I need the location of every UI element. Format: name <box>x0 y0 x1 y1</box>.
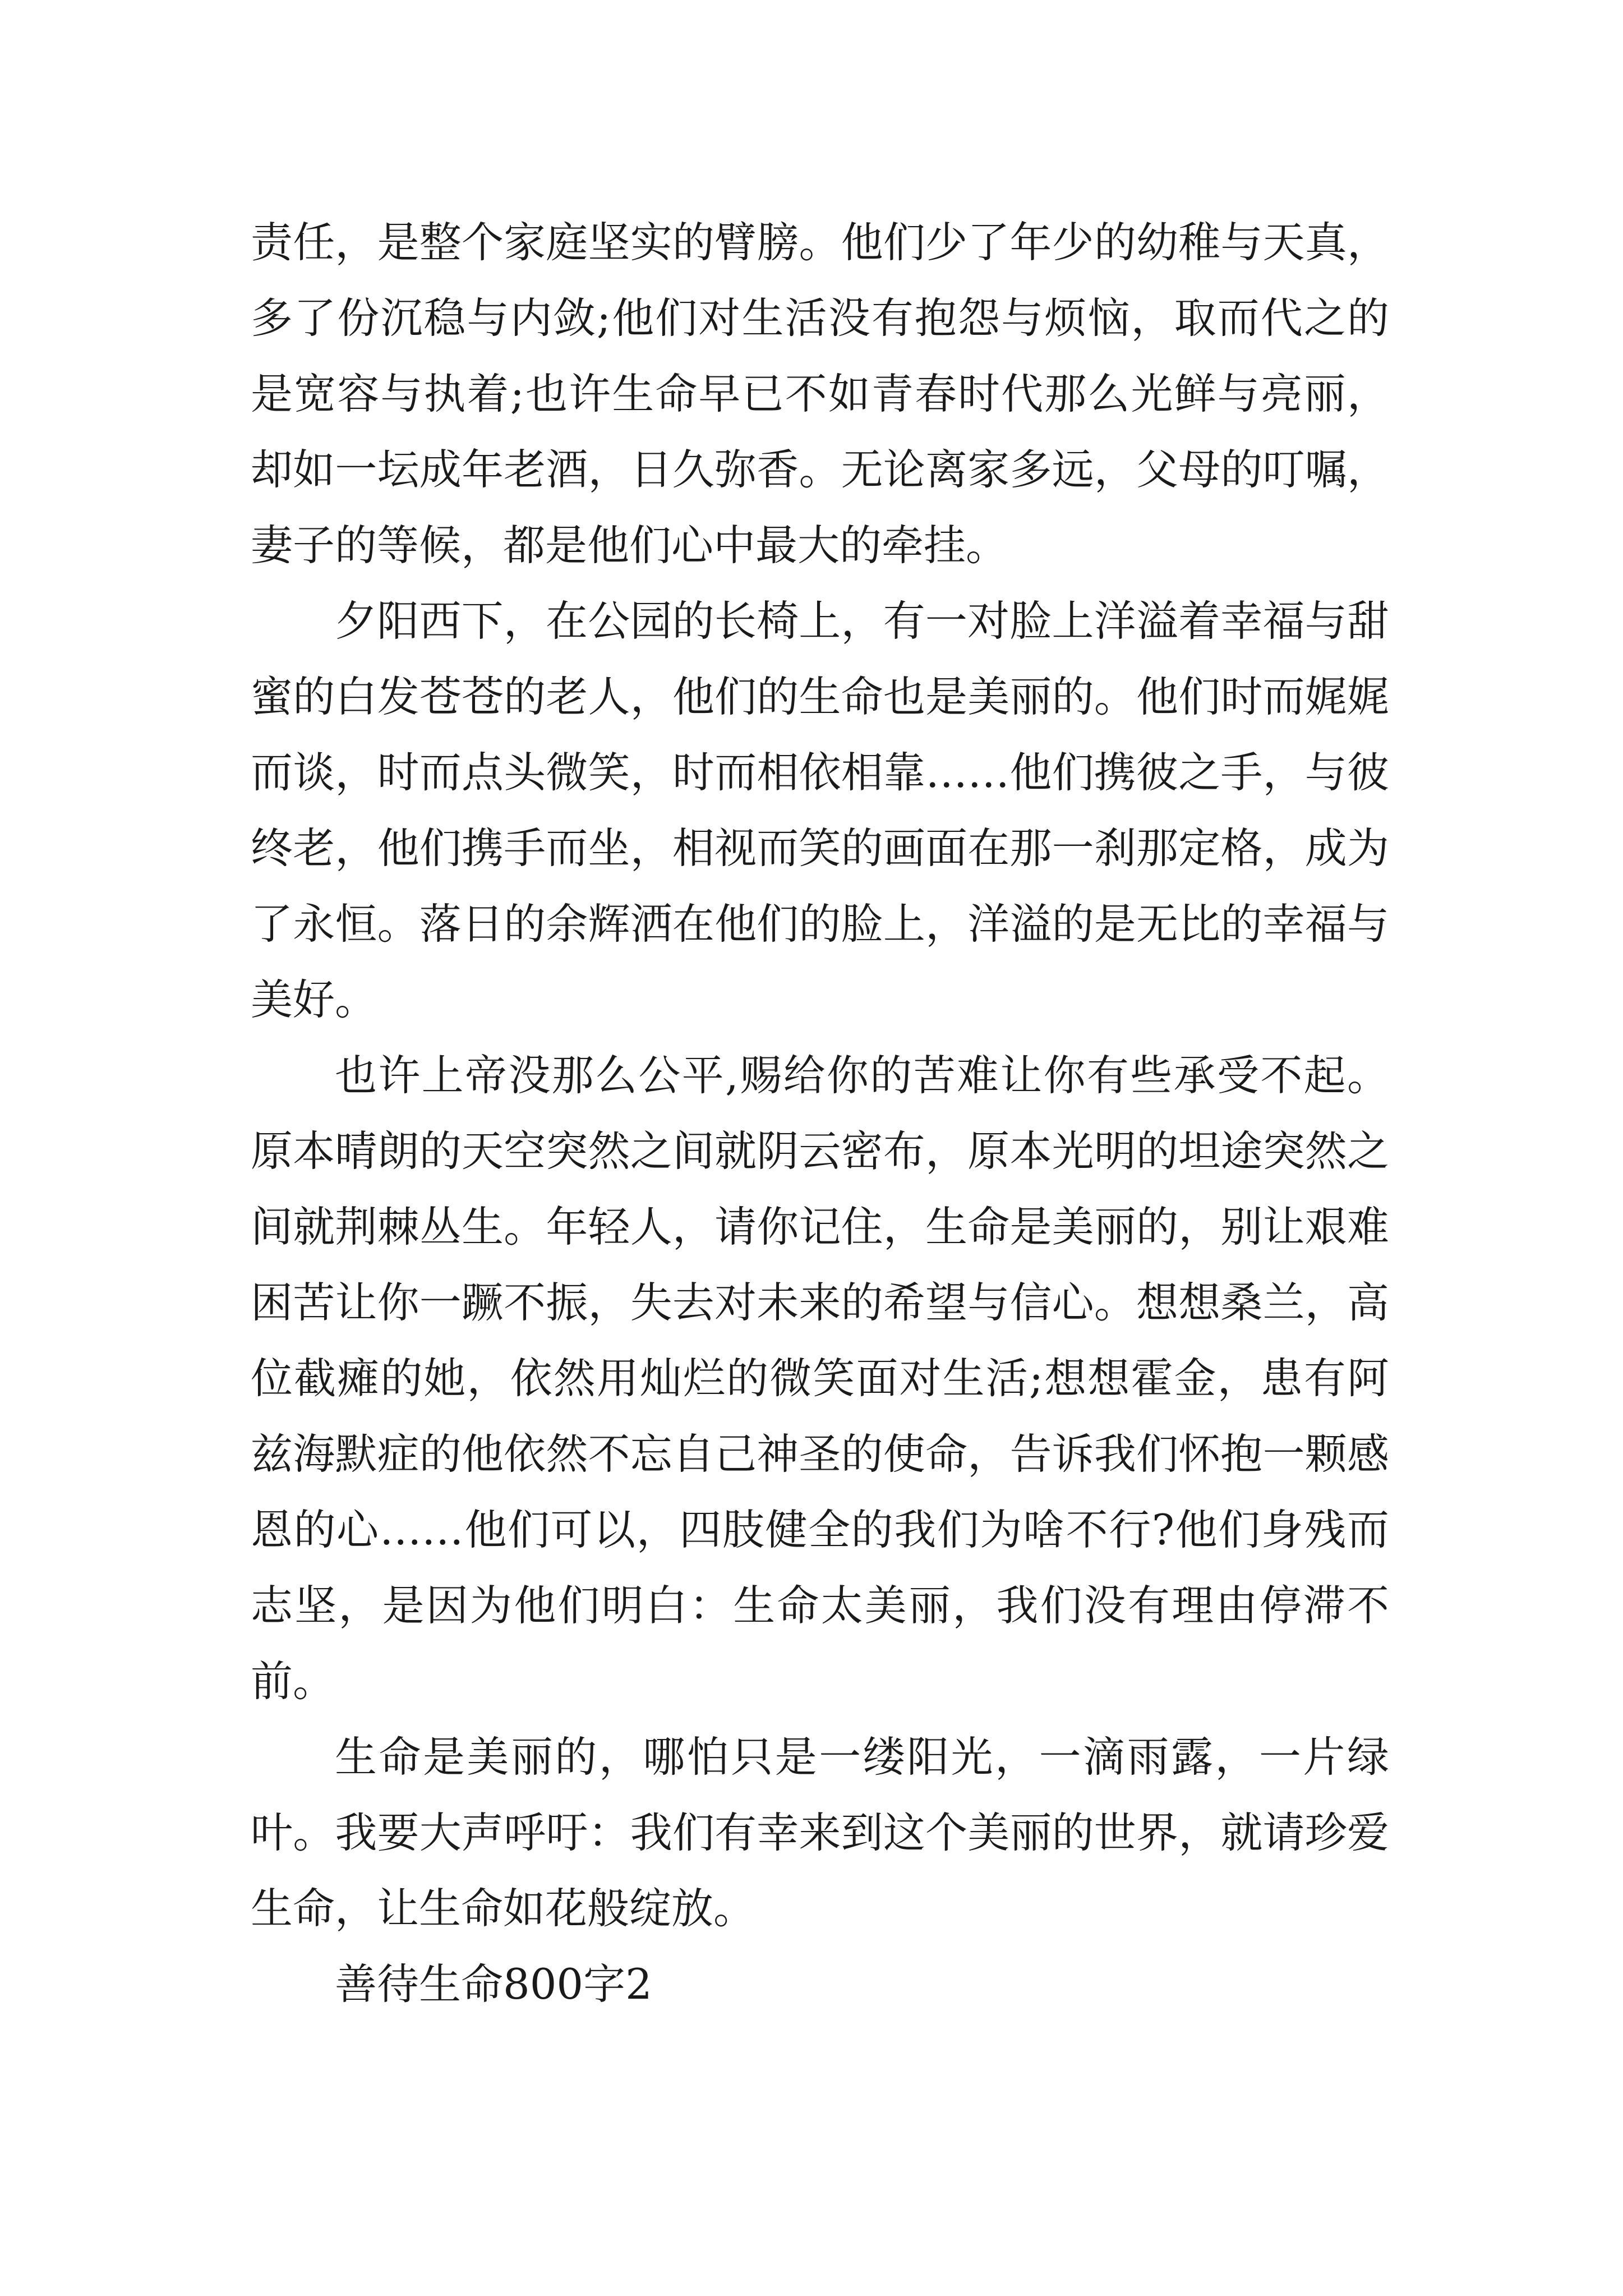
next-essay-heading: 善待生命800字2 <box>335 1959 652 2009</box>
essay-body <box>251 205 1389 2022</box>
paragraph-adversity: 也许上帝没那么公平,赐给你的苦难让你有些承受不起。原本晴朗的天空突然之间就阴云密布，原本光明的坦途突然之间就荆棘丛生。年轻人，请你记住，生命是美丽的，别让艰难困苦让你一蹶不振，失去对未来的希望与信心。想想桑兰，高位截瘫的她，依然用灿烂的微笑面对生活;想想霍金，患有阿兹海默症的他依然不忘自己神圣的使命，告诉我们怀抱一颗感恩的心……他们可以，四肢健全的我们为啥不行?他们身残而志坚，是因为他们明白：生命太美丽，我们没有理由停滞不前。 <box>251 1051 1389 1706</box>
paragraph-conclusion: 生命是美丽的，哪怕只是一缕阳光，一滴雨露，一片绿叶。我要大声呼吁：我们有幸来到这个美丽的世界，就请珍爱生命，让生命如花般绽放。 <box>251 1732 1389 1933</box>
paragraph-elderly-couple: 夕阳西下，在公园的长椅上，有一对脸上洋溢着幸福与甜蜜的白发苍苍的老人，他们的生命也是美丽的。他们时而娓娓而谈，时而点头微笑，时而相依相靠……他们携彼之手，与彼终老，他们携手而坐，相视而笑的画面在那一刹那定格，成为了永恒。落日的余辉洒在他们的脸上，洋溢的是无比的幸福与美好。 <box>251 596 1389 1024</box>
paragraph-continuation: 责任，是整个家庭坚实的臂膀。他们少了年少的幼稚与天真，多了份沉稳与内敛;他们对生活没有抱怨与烦恼，取而代之的是宽容与执着;也许生命早已不如青春时代那么光鲜与亮丽，却如一坛成年老酒，日久弥香。无论离家多远，父母的叮嘱，妻子的等候，都是他们心中最大的牵挂。 <box>251 218 1389 570</box>
